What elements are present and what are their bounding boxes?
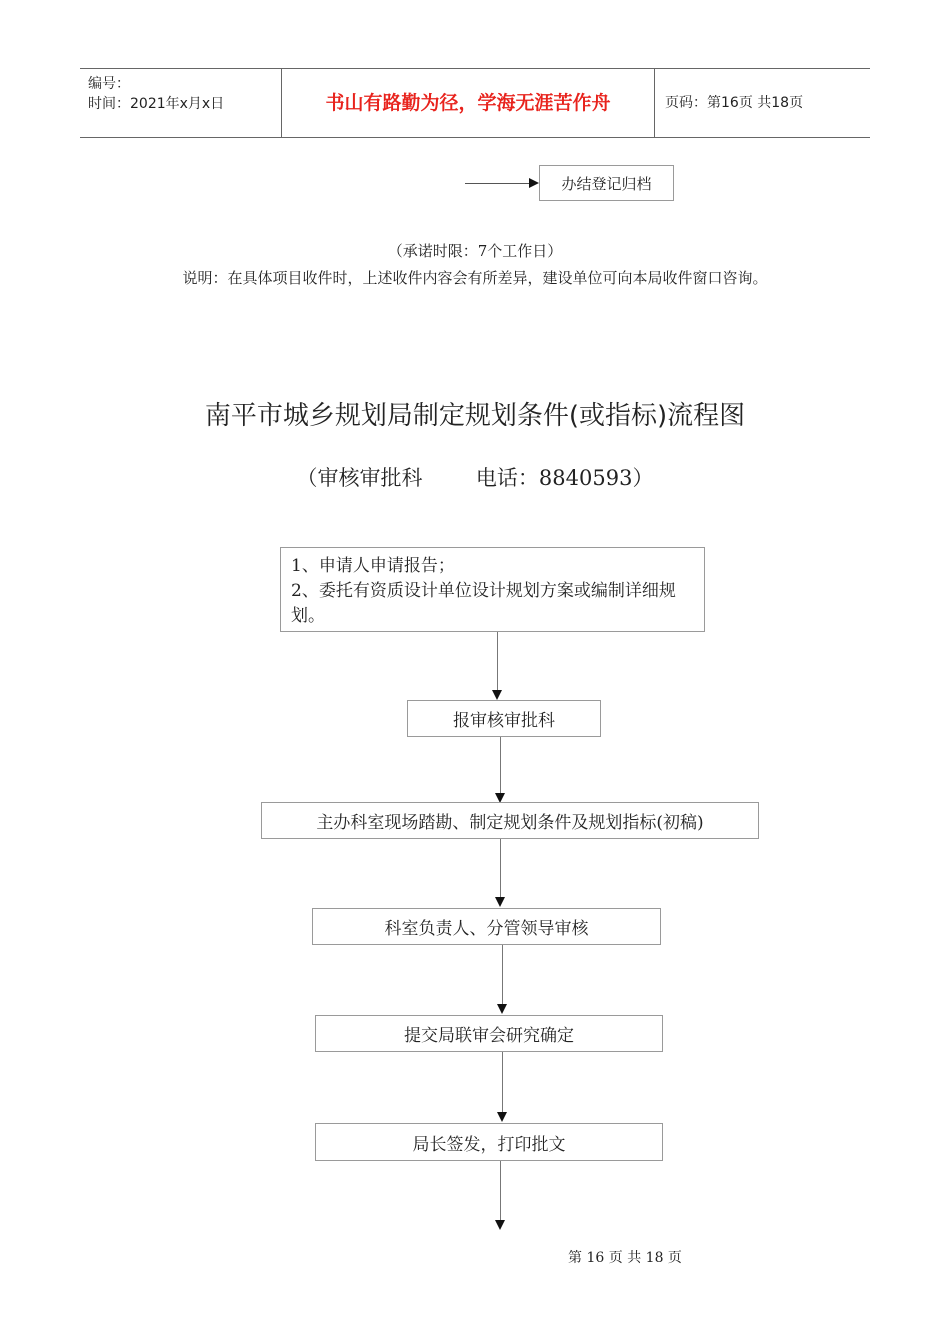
flow-connector [502,1052,503,1113]
flow-step-survey: 主办科室现场踏勘、制定规划条件及规划指标(初稿) [261,802,759,839]
flow-step-apply [280,547,705,632]
header-info-cell [80,69,280,137]
page-title: 南平市城乡规划局制定规划条件(或指标)流程图 [204,401,746,431]
arrow-down-icon [492,690,502,700]
flow-step-review: 科室负责人、分管领导审核 [312,908,661,945]
flow-connector [497,632,498,692]
flow-connector [500,839,501,900]
flow-connector [502,945,503,1006]
promise-time: （承诺时限：7个工作日） [387,242,563,260]
flow-connector [500,1161,501,1221]
flow-step-apply-line-1: 1、申请人申请报告； [291,556,455,576]
page-header [80,68,870,138]
header-time: 时间：2021年x月x日 [88,96,225,112]
header-motto: 书山有路勤为径，学海无涯苦作舟 [325,92,611,114]
flow-step-submit: 报审核审批科 [407,700,601,737]
page-footer: 第 16 页 共 18 页 [568,1250,682,1266]
arrow-down-icon [497,1004,507,1014]
flow-step-meeting: 提交局联审会研究确定 [315,1015,663,1052]
prev-flow-connector [465,183,531,184]
explanation-note: 说明：在具体项目收件时，上述收件内容会有所差异，建设单位可向本局收件窗口咨询。 [182,269,768,287]
arrow-down-icon [497,1112,507,1122]
header-page-cell [655,69,870,137]
header-motto-cell [281,69,655,137]
header-page-number: 页码：第16页 共18页 [665,95,804,111]
flow-connector [500,737,501,795]
arrow-down-icon [495,897,505,907]
flow-step-sign: 局长签发，打印批文 [315,1123,663,1161]
prev-flow-arrow-right-icon [529,178,539,188]
flow-step-apply-line-2: 2、委托有资质设计单位设计规划方案或编制详细规划。 [291,581,676,626]
prev-flow-final-box: 办结登记归档 [539,165,674,201]
header-number: 编号： [88,76,130,92]
page-subtitle: （审核审批科 电话：8840593） [296,466,654,490]
arrow-down-icon [495,1220,505,1230]
